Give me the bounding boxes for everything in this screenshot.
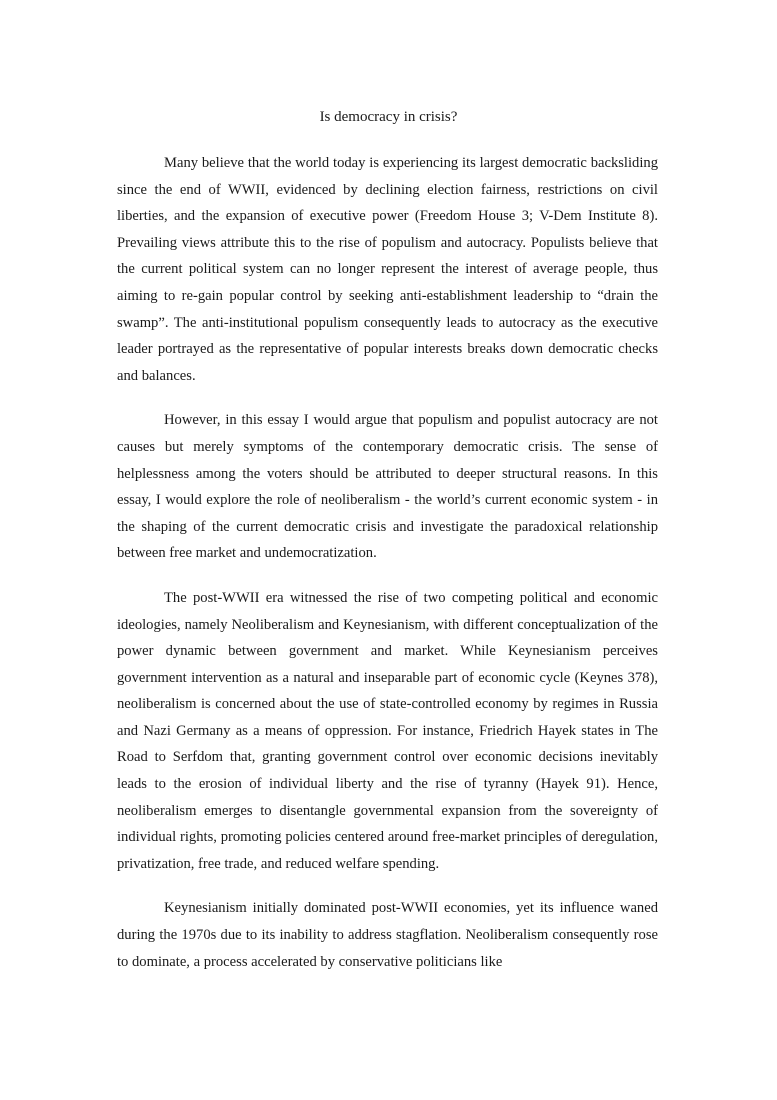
paragraph: Many believe that the world today is experiencing its largest democratic backsliding since the end of WWII, evidenced by declining election fairness, restrictions on civil liberties, and the expansion of executive power (Freedom House 3; V-Dem Institute 8). Prevailing views attribute this to the rise of populism and autocracy. Populists believe that the current political system can no longer represent the interest of average people, thus aiming to re-gain popular control by seeking anti-establishment leadership to “drain the swamp”. The anti-institutional populism consequently leads to autocracy as the executive leader portrayed as the representative of popular interests breaks down democratic checks and balances. [117,155,658,384]
document-title: Is democracy in crisis? [319,109,458,125]
paragraph: Keynesianism initially dominated post-WWII economies, yet its influence waned during the 1970s due to its inability to address stagflation. Neoliberalism consequently rose to dominate, a process accelerated by conservative politicians like [117,900,658,970]
document-body [117,150,658,991]
paragraph: However, in this essay I would argue that populism and populist autocracy are not causes but merely symptoms of the contemporary democratic crisis. The sense of helplessness among the voters should be attributed to deeper structural reasons. In this essay, I would explore the role of neoliberalism - the world’s current economic system - in the shaping of the current democratic crisis and investigate the paradoxical relationship between free market and undemocratization. [117,412,658,562]
paragraph: The post-WWII era witnessed the rise of two competing political and economic ideologies, namely Neoliberalism and Keynesianism, with different conceptualization of the power dynamic between government and market. While Keynesianism perceives government intervention as a natural and inseparable part of economic cycle (Keynes 378), neoliberalism is concerned about the use of state-controlled economy by regimes in Russia and Nazi Germany as a means of oppression. For instance, Friedrich Hayek states in The Road to Serfdom that, granting government control over economic decisions inevitably leads to the erosion of individual liberty and the rise of tyranny (Hayek 91). Hence, neoliberalism emerges to disentangle governmental expansion from the sovereignty of individual rights, promoting policies centered around free-market principles of deregulation, privatization, free trade, and reduced welfare spending. [117,589,658,872]
